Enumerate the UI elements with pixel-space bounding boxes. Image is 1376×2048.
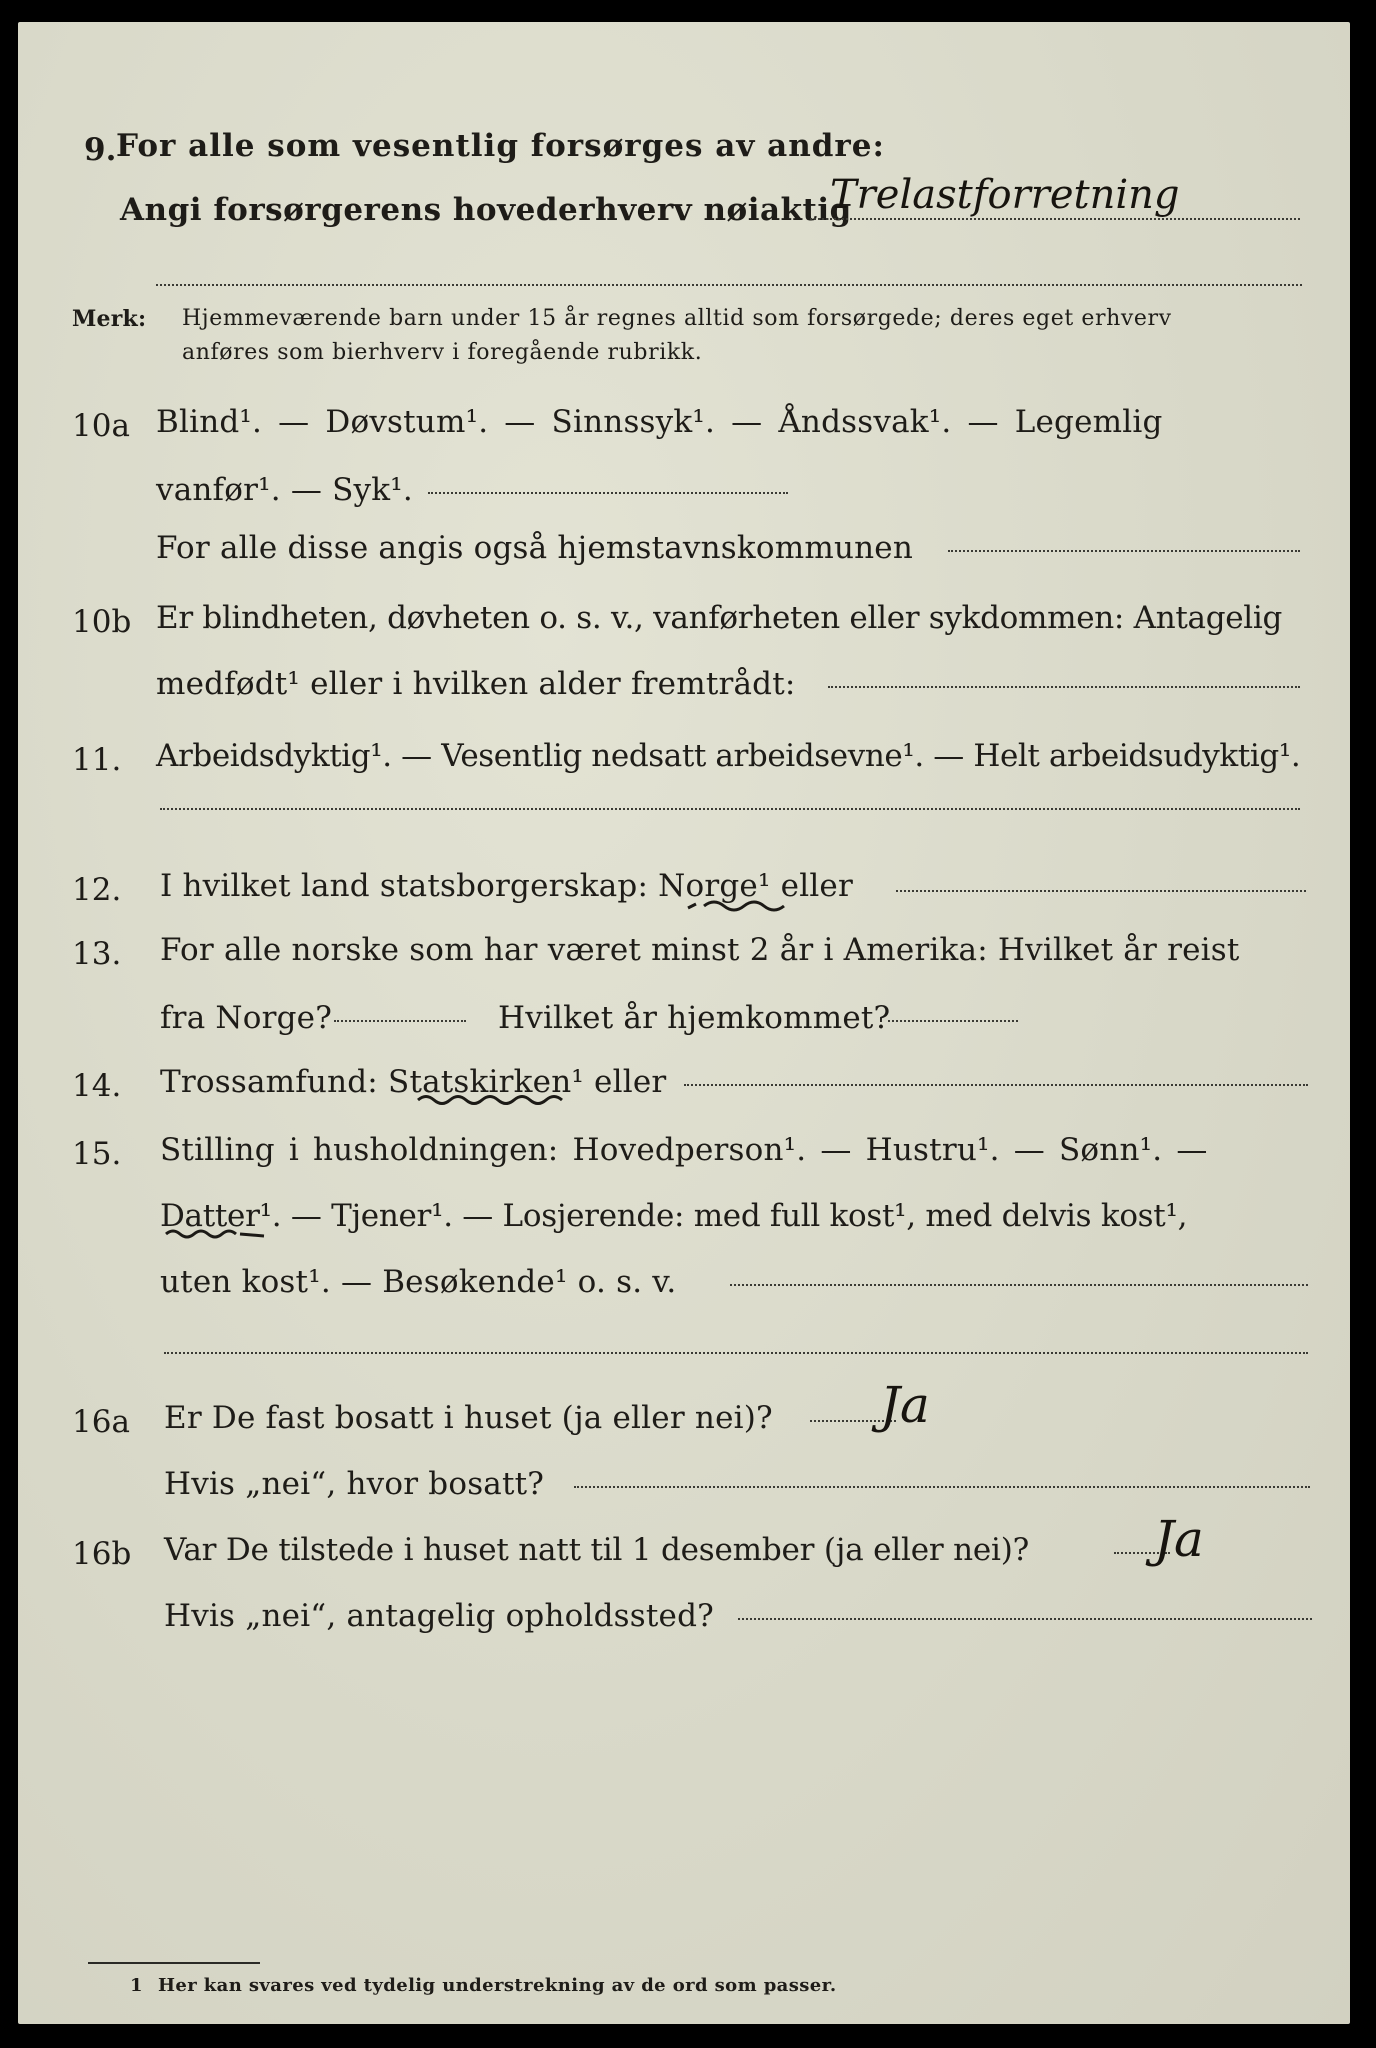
q9-line1: For alle som vesentlig forsørges av andre: [116,128,885,164]
q10a-line3: For alle disse angis også hjemstavnskommunen [156,530,913,566]
q11-number: 11. [72,742,122,778]
merk-line2: anføres som bierhverv i foregående rubrikk. [182,340,703,365]
q14-line1: Trossamfund: Statskirken¹ eller [160,1064,667,1100]
q13-line2b: Hvilket år hjemkommet? [498,1000,891,1036]
q11-answer-line [160,808,1300,810]
footnote-text: Her kan svares ved tydelig understrekning av de ord som passer. [158,1975,837,1996]
q16a-line2: Hvis „nei“, hvor bosatt? [164,1466,545,1502]
q9-number: 9. [84,132,117,168]
q15-datter-underline-mark [162,1226,272,1244]
merk-line1: Hjemmeværende barn under 15 år regnes alltid som forsørgede; deres eget erhverv [182,306,1172,331]
q16b-line2: Hvis „nei“, antagelig opholdssted? [164,1598,714,1634]
q16b-answer-handwriting: Ja [1154,1510,1204,1568]
q14-answer-line [684,1084,1308,1086]
q16b-line1: Var De tilstede i huset natt til 1 desember (ja eller nei)? [164,1532,1030,1568]
q10a-line1: Blind¹. — Døvstum¹. — Sinnssyk¹. — Åndssvak¹. — Legemlig [156,404,1163,440]
q10a-line2: vanfør¹. — Syk¹. [156,472,413,508]
q15-line3: uten kost¹. — Besøkende¹ o. s. v. [160,1264,677,1300]
q13-line1: For alle norske som har været minst 2 år i Amerika: Hvilket år reist [160,932,1240,968]
q14-statskirken-underline-mark [414,1090,584,1110]
q15-answer-line [730,1284,1308,1286]
q16a-number: 16a [72,1404,130,1440]
q13-reist-line [334,1020,466,1022]
q9-extra-line [156,284,1302,286]
q16b-opholdssted-line [738,1618,1312,1620]
q9-answer-line [810,218,1300,220]
q12-norge-underline-mark [686,894,796,914]
q16a-line1: Er De fast bosatt i huset (ja eller nei)? [164,1400,773,1436]
q12-number: 12. [72,872,122,908]
footnote-mark: 1 [130,1975,143,1996]
q10a-syk-line [428,492,788,494]
q13-number: 13. [72,936,122,972]
q15-line1: Stilling i husholdningen: Hovedperson¹. — Hustru¹. — Sønn¹. — [160,1132,1208,1168]
q13-hjemkommet-line [888,1020,1018,1022]
q10a-hjemstavn-line [948,550,1300,552]
q12-line1: I hvilket land statsborgerskap: Norge¹ eller [160,868,853,904]
q12-answer-line [896,890,1306,892]
q11-line1: Arbeidsdyktig¹. — Vesentlig nedsatt arbeidsevne¹. — Helt arbeidsudyktig¹. [156,738,1301,774]
q9-answer-handwriting: Trelastforretning [830,172,1180,218]
q15-extra-line [164,1352,1308,1354]
q16b-number: 16b [72,1536,132,1572]
q10b-answer-line [828,686,1300,688]
q16a-answer-handwriting: Ja [880,1376,930,1434]
q9-line2: Angi forsørgerens hovederhverv nøiaktig [120,192,852,228]
q15-number: 15. [72,1136,122,1172]
merk-label: Merk: [72,306,147,332]
q10b-number: 10b [72,604,132,640]
census-form-page [18,22,1350,2024]
q16a-bosatt-line [574,1486,1310,1488]
q10a-number: 10a [72,408,130,444]
footnote-rule [88,1962,260,1964]
q10b-line2: medfødt¹ eller i hvilken alder fremtrådt: [156,666,796,702]
q15-line2: Datter¹. — Tjener¹. — Losjerende: med full kost¹, med delvis kost¹, [160,1198,1188,1234]
q10b-line1: Er blindheten, døvheten o. s. v., vanførheten eller sykdommen: Antagelig [156,600,1283,636]
q14-number: 14. [72,1068,122,1104]
q13-line2a: fra Norge? [160,1000,333,1036]
